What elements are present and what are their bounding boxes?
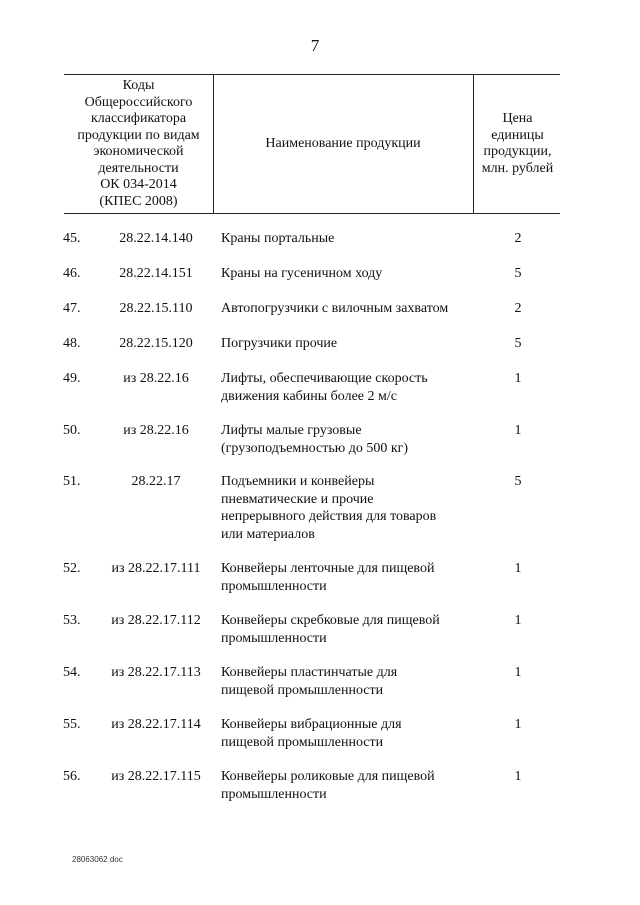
row-number: 46.: [63, 266, 81, 281]
row-price: 2: [514, 301, 522, 316]
row-name: Погрузчики прочие: [221, 336, 338, 351]
table-header: [64, 74, 560, 214]
row-name: Конвейеры ленточные для пищевой промышленности: [221, 561, 435, 594]
header-name-label: Наименование продукции: [265, 135, 421, 151]
row-name: Автопогрузчики с вилочным захватом: [221, 301, 449, 316]
row-price: 1: [514, 769, 522, 784]
row-number: 56.: [63, 769, 81, 784]
row-price: 2: [514, 231, 522, 246]
row-code: 28.22.17: [131, 474, 181, 489]
row-price: 5: [514, 336, 522, 351]
row-price: 1: [514, 561, 522, 576]
row-code: из 28.22.16: [123, 371, 189, 386]
document-footer: 28063062 doc: [72, 855, 123, 864]
row-name: Конвейеры скребковые для пищевой промышленности: [221, 613, 440, 646]
header-code-column: [64, 75, 214, 213]
row-number: 45.: [63, 231, 81, 246]
row-name: Конвейеры вибрационные для пищевой промышленности: [221, 717, 402, 750]
row-code: 28.22.14.151: [119, 266, 193, 281]
page-number: 7: [310, 36, 320, 55]
row-number: 54.: [63, 665, 81, 680]
row-number: 48.: [63, 336, 81, 351]
row-code: из 28.22.16: [123, 423, 189, 438]
row-name: Лифты малые грузовые (грузоподъемностью до 500 кг): [221, 423, 409, 456]
row-name: Подъемники и конвейеры пневматические и прочие непрерывного действия для товаров или материалов: [221, 474, 437, 542]
row-name: Краны на гусеничном ходу: [221, 266, 383, 281]
row-code: 28.22.15.120: [119, 336, 193, 351]
row-code: из 28.22.17.113: [111, 665, 201, 680]
row-number: 49.: [63, 371, 81, 386]
row-number: 51.: [63, 474, 81, 489]
row-number: 55.: [63, 717, 81, 732]
row-price: 1: [514, 717, 522, 732]
row-price: 5: [514, 474, 522, 489]
header-name-column: [214, 75, 472, 213]
row-price: 1: [514, 423, 522, 438]
row-number: 50.: [63, 423, 81, 438]
row-name: Конвейеры роликовые для пищевой промышленности: [221, 769, 435, 802]
row-code: из 28.22.17.115: [111, 769, 201, 784]
row-name: Лифты, обеспечивающие скорость движения кабины более 2 м/с: [221, 371, 428, 404]
row-code: из 28.22.17.111: [111, 561, 201, 576]
row-code: из 28.22.17.114: [111, 717, 201, 732]
row-code: 28.22.15.110: [119, 301, 193, 316]
row-number: 53.: [63, 613, 81, 628]
header-code-label: Коды Общероссийского классификатора продукции по видам экономической деятельности ОК 034-2014 (КПЕС 2008): [77, 78, 200, 209]
row-price: 5: [514, 266, 522, 281]
row-code: 28.22.14.140: [119, 231, 193, 246]
row-number: 52.: [63, 561, 81, 576]
row-name: Краны портальные: [221, 231, 335, 246]
header-price-column: [473, 75, 561, 213]
row-name: Конвейеры пластинчатые для пищевой промышленности: [221, 665, 398, 698]
row-number: 47.: [63, 301, 81, 316]
row-price: 1: [514, 665, 522, 680]
header-price-label: Цена единицы продукции, млн. рублей: [481, 111, 554, 176]
row-price: 1: [514, 613, 522, 628]
row-price: 1: [514, 371, 522, 386]
row-code: из 28.22.17.112: [111, 613, 201, 628]
